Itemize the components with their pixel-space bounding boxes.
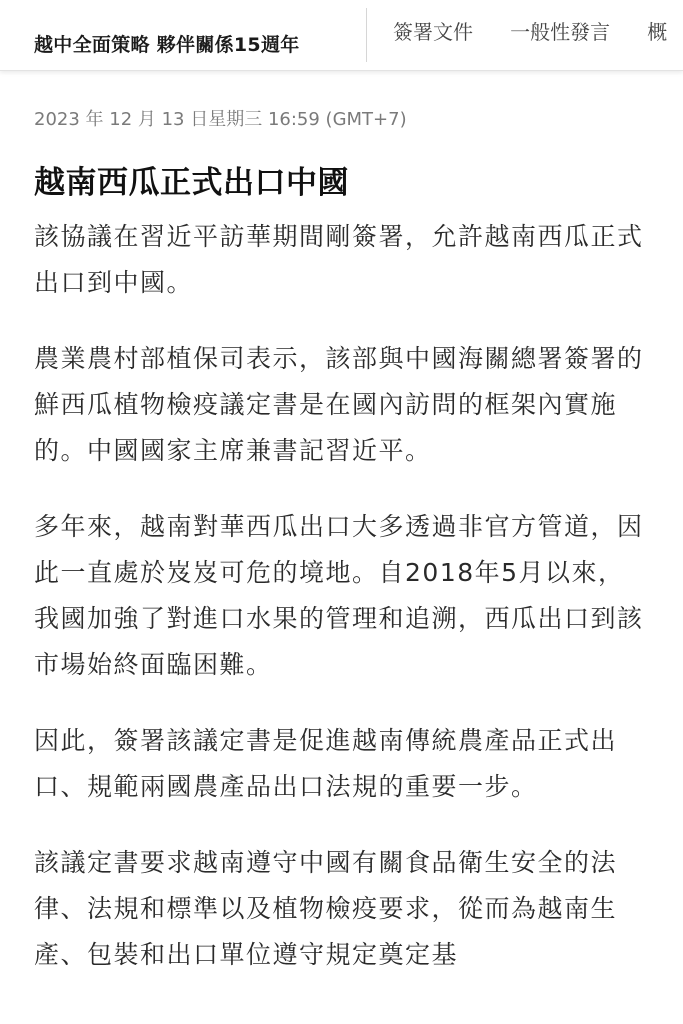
article-paragraph: 該議定書要求越南遵守中國有關食品衛生安全的法律、法規和標準以及植物檢疫要求，從而為越南生產、包裝和出口單位遵守規定奠定基 xyxy=(34,848,618,969)
nav-divider xyxy=(366,8,367,62)
article xyxy=(34,102,649,1008)
article-timestamp: 2023 年 12 月 13 日星期三 16:59 (GMT+7) xyxy=(34,109,407,130)
nav-link-signed-documents[interactable]: 簽署文件 xyxy=(393,20,473,44)
article-paragraph: 多年來，越南對華西瓜出口大多透過非官方管道，因此一直處於岌岌可危的境地。自2018年5月以來，我國加強了對進口水果的管理和追溯，西瓜出口到該市場始終面臨困難。 xyxy=(34,512,644,679)
nav-link-overview[interactable]: 概 xyxy=(647,20,668,44)
article-headline: 越南西瓜正式出口中國 xyxy=(34,165,349,201)
article-paragraph: 因此，簽署該議定書是促進越南傳統農產品正式出口、規範兩國農產品出口法規的重要一步。 xyxy=(34,726,618,801)
nav-link-general-statements[interactable]: 一般性發言 xyxy=(510,20,611,44)
article-paragraph: 該協議在習近平訪華期間剛簽署，允許越南西瓜正式出口到中國。 xyxy=(34,222,644,297)
top-navigation-bar xyxy=(0,0,683,71)
topic-nav xyxy=(393,16,683,45)
article-paragraph: 農業農村部植保司表示，該部與中國海關總署簽署的鮮西瓜植物檢疫議定書是在國內訪問的框架內實施的。中國國家主席兼書記習近平。 xyxy=(34,344,644,465)
section-title-link[interactable]: 越中全面策略 夥伴關係15週年 xyxy=(34,34,300,56)
article-body xyxy=(34,214,649,978)
